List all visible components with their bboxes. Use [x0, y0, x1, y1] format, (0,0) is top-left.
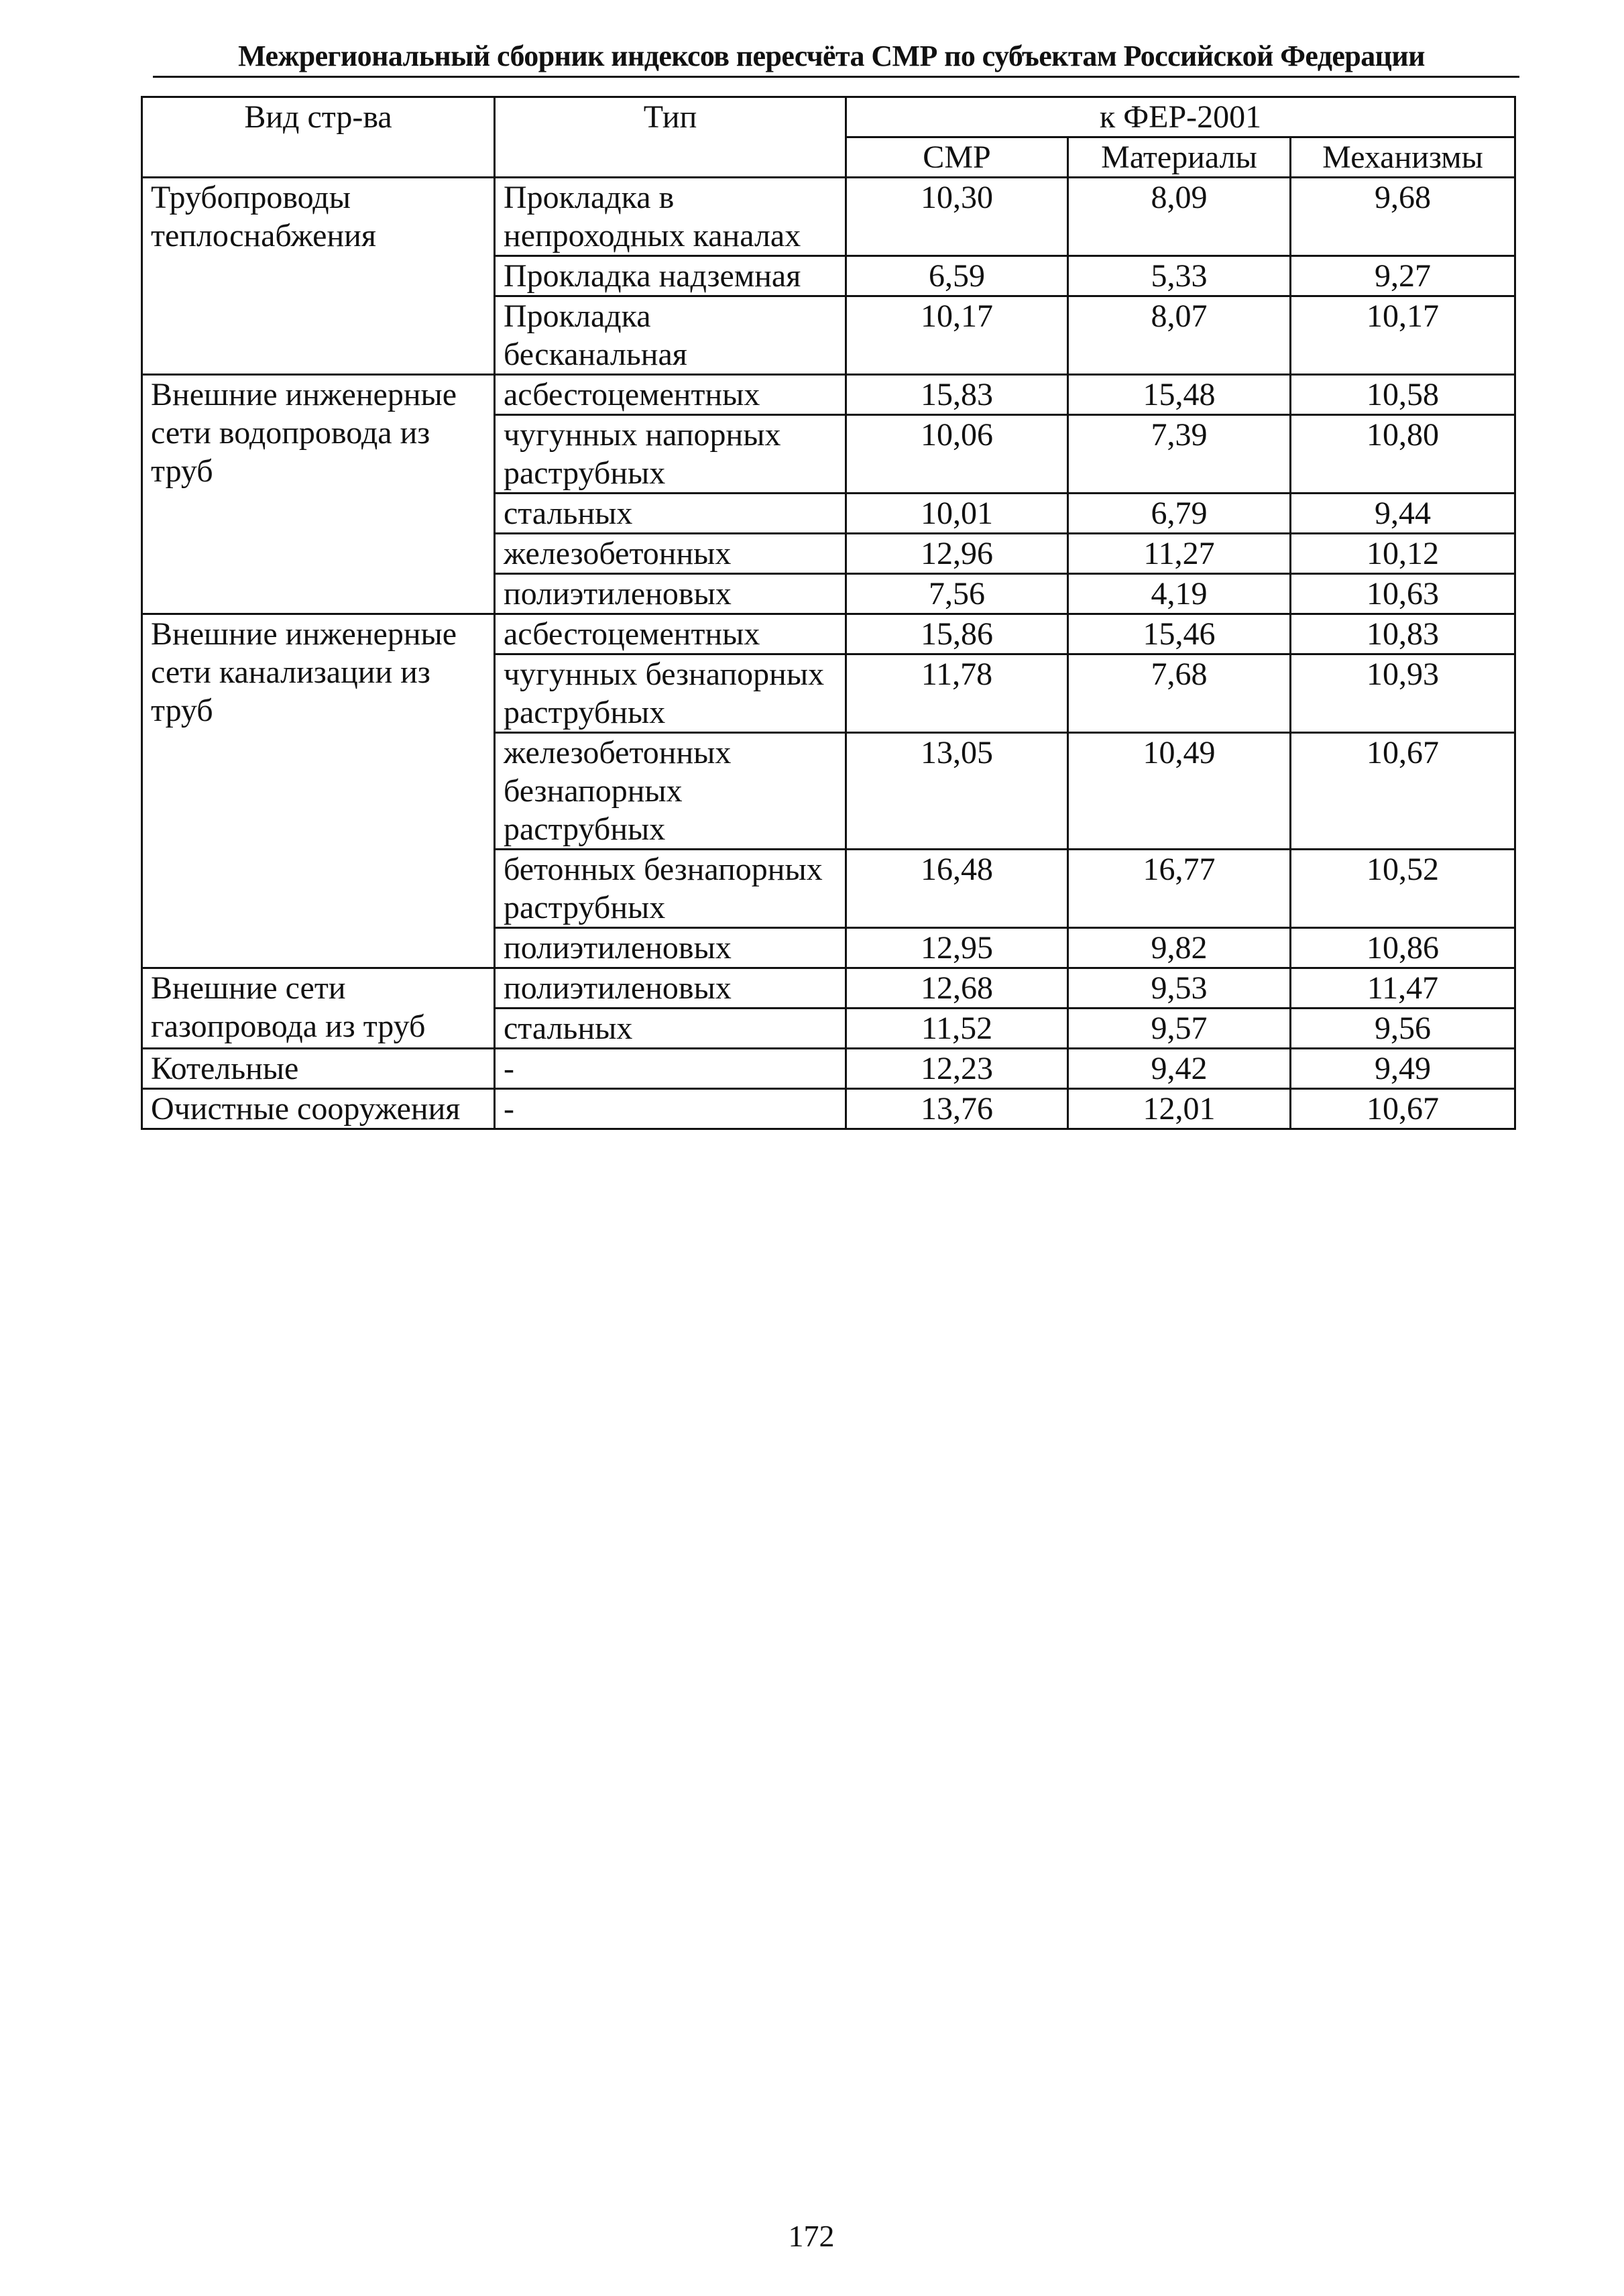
materials-cell: 8,07 [1068, 296, 1291, 375]
mechanisms-cell: 10,67 [1291, 733, 1515, 850]
table-row [142, 968, 1515, 1009]
materials-cell: 16,77 [1068, 850, 1291, 928]
mechanisms-cell: 10,86 [1291, 928, 1515, 968]
mechanisms-cell: 11,47 [1291, 968, 1515, 1009]
type-cell: Прокладка надземная [495, 256, 846, 296]
category-cell: Котельные [142, 1049, 495, 1089]
mechanisms-cell: 9,68 [1291, 178, 1515, 256]
type-cell: полиэтиленовых [495, 928, 846, 968]
materials-cell: 15,48 [1068, 375, 1291, 415]
smr-cell: 13,05 [846, 733, 1068, 850]
materials-cell: 15,46 [1068, 614, 1291, 654]
type-cell: железобетонных безнапорных раструбных [495, 733, 846, 850]
materials-cell: 7,39 [1068, 415, 1291, 494]
type-cell: асбестоцементных [495, 614, 846, 654]
smr-cell: 7,56 [846, 574, 1068, 614]
smr-cell: 15,86 [846, 614, 1068, 654]
category-cell: Внешние инженерные сети водопровода из труб [142, 375, 495, 614]
type-cell: стальных [495, 494, 846, 534]
materials-cell: 10,49 [1068, 733, 1291, 850]
type-cell: - [495, 1049, 846, 1089]
category-cell: Очистные сооружения [142, 1089, 495, 1129]
type-cell: бетонных безнапорных раструбных [495, 850, 846, 928]
mechanisms-cell: 10,58 [1291, 375, 1515, 415]
type-cell: полиэтиленовых [495, 968, 846, 1009]
mechanisms-cell: 9,27 [1291, 256, 1515, 296]
type-cell: чугунных безнапорных раструбных [495, 654, 846, 733]
col-header-smr: СМР [846, 137, 1068, 178]
table-row [142, 1089, 1515, 1129]
mechanisms-cell: 10,52 [1291, 850, 1515, 928]
smr-cell: 10,01 [846, 494, 1068, 534]
materials-cell: 9,42 [1068, 1049, 1291, 1089]
smr-cell: 16,48 [846, 850, 1068, 928]
materials-cell: 6,79 [1068, 494, 1291, 534]
col-group-header: к ФЕР-2001 [846, 97, 1515, 137]
table-row [142, 375, 1515, 415]
page-number: 172 [788, 2219, 835, 2253]
smr-cell: 11,78 [846, 654, 1068, 733]
table-row [142, 614, 1515, 654]
type-cell: стальных [495, 1009, 846, 1049]
materials-cell: 8,09 [1068, 178, 1291, 256]
type-cell: полиэтиленовых [495, 574, 846, 614]
col-header-kind: Вид стр-ва [142, 97, 495, 178]
type-cell: - [495, 1089, 846, 1129]
header-rule [153, 76, 1519, 78]
materials-cell: 5,33 [1068, 256, 1291, 296]
mechanisms-cell: 10,67 [1291, 1089, 1515, 1129]
mechanisms-cell: 10,63 [1291, 574, 1515, 614]
col-header-type: Тип [495, 97, 846, 178]
smr-cell: 12,96 [846, 534, 1068, 574]
running-header: Межрегиональный сборник индексов пересчёта СМР по субъектам Российской Федерации [238, 40, 1425, 72]
smr-cell: 15,83 [846, 375, 1068, 415]
mechanisms-cell: 9,56 [1291, 1009, 1515, 1049]
smr-cell: 13,76 [846, 1089, 1068, 1129]
mechanisms-cell: 9,49 [1291, 1049, 1515, 1089]
type-cell: железобетонных [495, 534, 846, 574]
category-cell: Внешние инженерные сети канализации из труб [142, 614, 495, 968]
smr-cell: 11,52 [846, 1009, 1068, 1049]
mechanisms-cell: 10,17 [1291, 296, 1515, 375]
materials-cell: 11,27 [1068, 534, 1291, 574]
col-header-materials: Материалы [1068, 137, 1291, 178]
materials-cell: 12,01 [1068, 1089, 1291, 1129]
type-cell: Прокладка в непроходных каналах [495, 178, 846, 256]
smr-cell: 10,06 [846, 415, 1068, 494]
smr-cell: 10,30 [846, 178, 1068, 256]
materials-cell: 7,68 [1068, 654, 1291, 733]
smr-cell: 12,68 [846, 968, 1068, 1009]
index-table [141, 96, 1516, 1130]
mechanisms-cell: 10,83 [1291, 614, 1515, 654]
category-cell: Внешние сети газопровода из труб [142, 968, 495, 1049]
smr-cell: 12,23 [846, 1049, 1068, 1089]
mechanisms-cell: 10,80 [1291, 415, 1515, 494]
table-row [142, 1049, 1515, 1089]
type-cell: чугунных напорных раструбных [495, 415, 846, 494]
materials-cell: 4,19 [1068, 574, 1291, 614]
smr-cell: 6,59 [846, 256, 1068, 296]
materials-cell: 9,53 [1068, 968, 1291, 1009]
col-header-mechanisms: Механизмы [1291, 137, 1515, 178]
type-cell: Прокладка бесканальная [495, 296, 846, 375]
smr-cell: 12,95 [846, 928, 1068, 968]
category-cell: Трубопроводы теплоснабжения [142, 178, 495, 375]
mechanisms-cell: 10,12 [1291, 534, 1515, 574]
smr-cell: 10,17 [846, 296, 1068, 375]
table-row [142, 178, 1515, 256]
mechanisms-cell: 9,44 [1291, 494, 1515, 534]
materials-cell: 9,82 [1068, 928, 1291, 968]
mechanisms-cell: 10,93 [1291, 654, 1515, 733]
type-cell: асбестоцементных [495, 375, 846, 415]
materials-cell: 9,57 [1068, 1009, 1291, 1049]
